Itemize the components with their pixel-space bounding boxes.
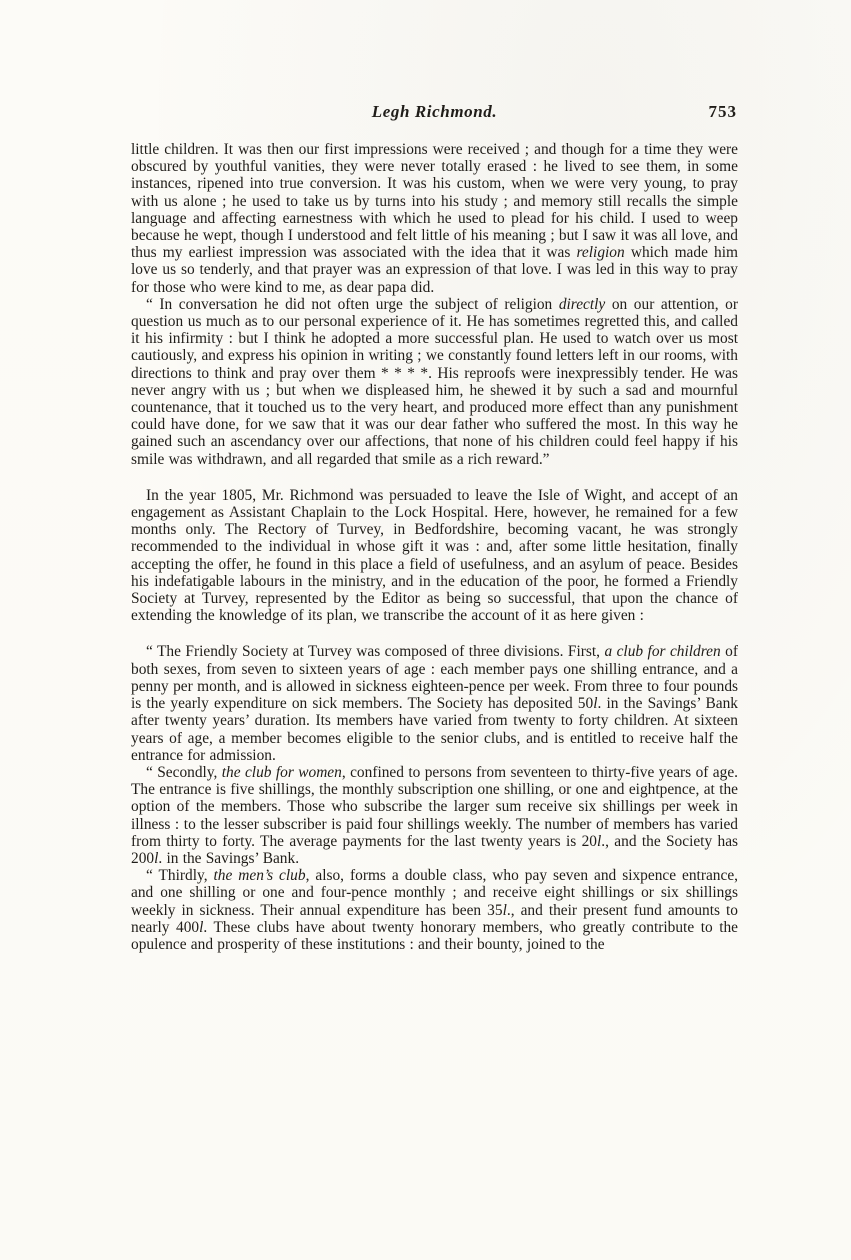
paragraph: “ Secondly, the club for women, confined to persons from seventeen to thirty-five years of age. The entrance is five shillings, the monthly subscription one shilling, or one and eightpence, at the option of the members. Those who subscribe the larger sum receive six shillings per week in illness : to the lesser subscriber is paid four shillings weekly. The number of members has varied from thirty to forty. The average payments for the last twenty years is 20l., and the Society has 200l. in the Savings’ Bank. (131, 763, 739, 867)
text-column (131, 102, 738, 953)
paragraph: “ In conversation he did not often urge the subject of religion directly on our attention, or question us much as to our personal experience of it. He has sometimes regretted this, and called it his infirmity : but I think he adopted a more successful plan. He used to watch over us most cautiously, and express his opinion in writing ; we constantly found letters left in our rooms, with directions to think and pray over them * * * *. His reproofs were inexpressibly tender. He was never angry with us ; but when we displeased him, he shewed it by such a sad and mournful countenance, that it touched us to the very heart, and produced more effect than any punishment could have done, for we saw that it was our dear father who suffered the most. In this way he gained such an ascendancy over our affections, that none of his children could feel happy if his smile was withdrawn, and all regarded that smile as a rich reward.” (131, 295, 738, 468)
running-header (131, 102, 738, 124)
paragraph: “ Thirdly, the men’s club, also, forms a double class, who pay seven and sixpence entrance, and one shilling or one and four-pence monthly ; and receive eight shillings or six shillings weekly in sickness. Their annual expenditure has been 35l., and their present fund amounts to nearly 400l. These clubs have about twenty honorary members, who greatly contribute to the opulence and prosperity of these institutions : and their bounty, joined to the (131, 867, 739, 953)
page-title: Legh Richmond. (371, 102, 498, 121)
page-number: 753 (708, 102, 737, 121)
paragraph: “ The Friendly Society at Turvey was composed of three divisions. First, a club for children of both sexes, from seven to sixteen years of age : each member pays one shilling entrance, and a penny per month, and is allowed in sickness eighteen-pence per week. From three to four pounds is the yearly expenditure on sick members. The Society has deposited 50l. in the Savings’ Bank after twenty years’ duration. Its members have varied from twenty to forty children. At sixteen years of age, a member becomes eligible to the senior clubs, and is entitled to receive half the entrance for admission. (131, 643, 738, 764)
paragraph: little children. It was then our first impressions were received ; and though for a time they were obscured by youthful vanities, they were never totally erased : he lived to see them, in some instances, ripened into true conversion. It was his custom, when we were very young, to pray with us alone ; he used to take us by turns into his study ; and memory still recalls the simple language and affecting earnestness with which he used to plead for his child. I used to weep because he wept, though I understood and felt little of his meaning ; but I saw it was all love, and thus my earliest impression was associated with the idea that it was religion which made him love us so tenderly, and that prayer was an expression of that love. I was led in this way to pray for those who were kind to me, as dear papa did. (131, 141, 738, 296)
paragraph: In the year 1805, Mr. Richmond was persuaded to leave the Isle of Wight, and accept of an engagement as Assistant Chaplain to the Lock Hospital. Here, however, he remained for a few months only. The Rectory of Turvey, in Bedfordshire, becoming vacant, he was strongly recommended to the individual in whose gift it was : and, after some little hesitation, finally accepting the offer, he found in this place a field of usefulness, and an asylum of peace. Besides his indefatigable labours in the ministry, and in the education of the poor, he formed a Friendly Society at Turvey, represented by the Editor as being so successful, that upon the chance of extending the knowledge of its plan, we transcribe the account of it as here given : (131, 486, 738, 625)
page-body (131, 141, 738, 953)
